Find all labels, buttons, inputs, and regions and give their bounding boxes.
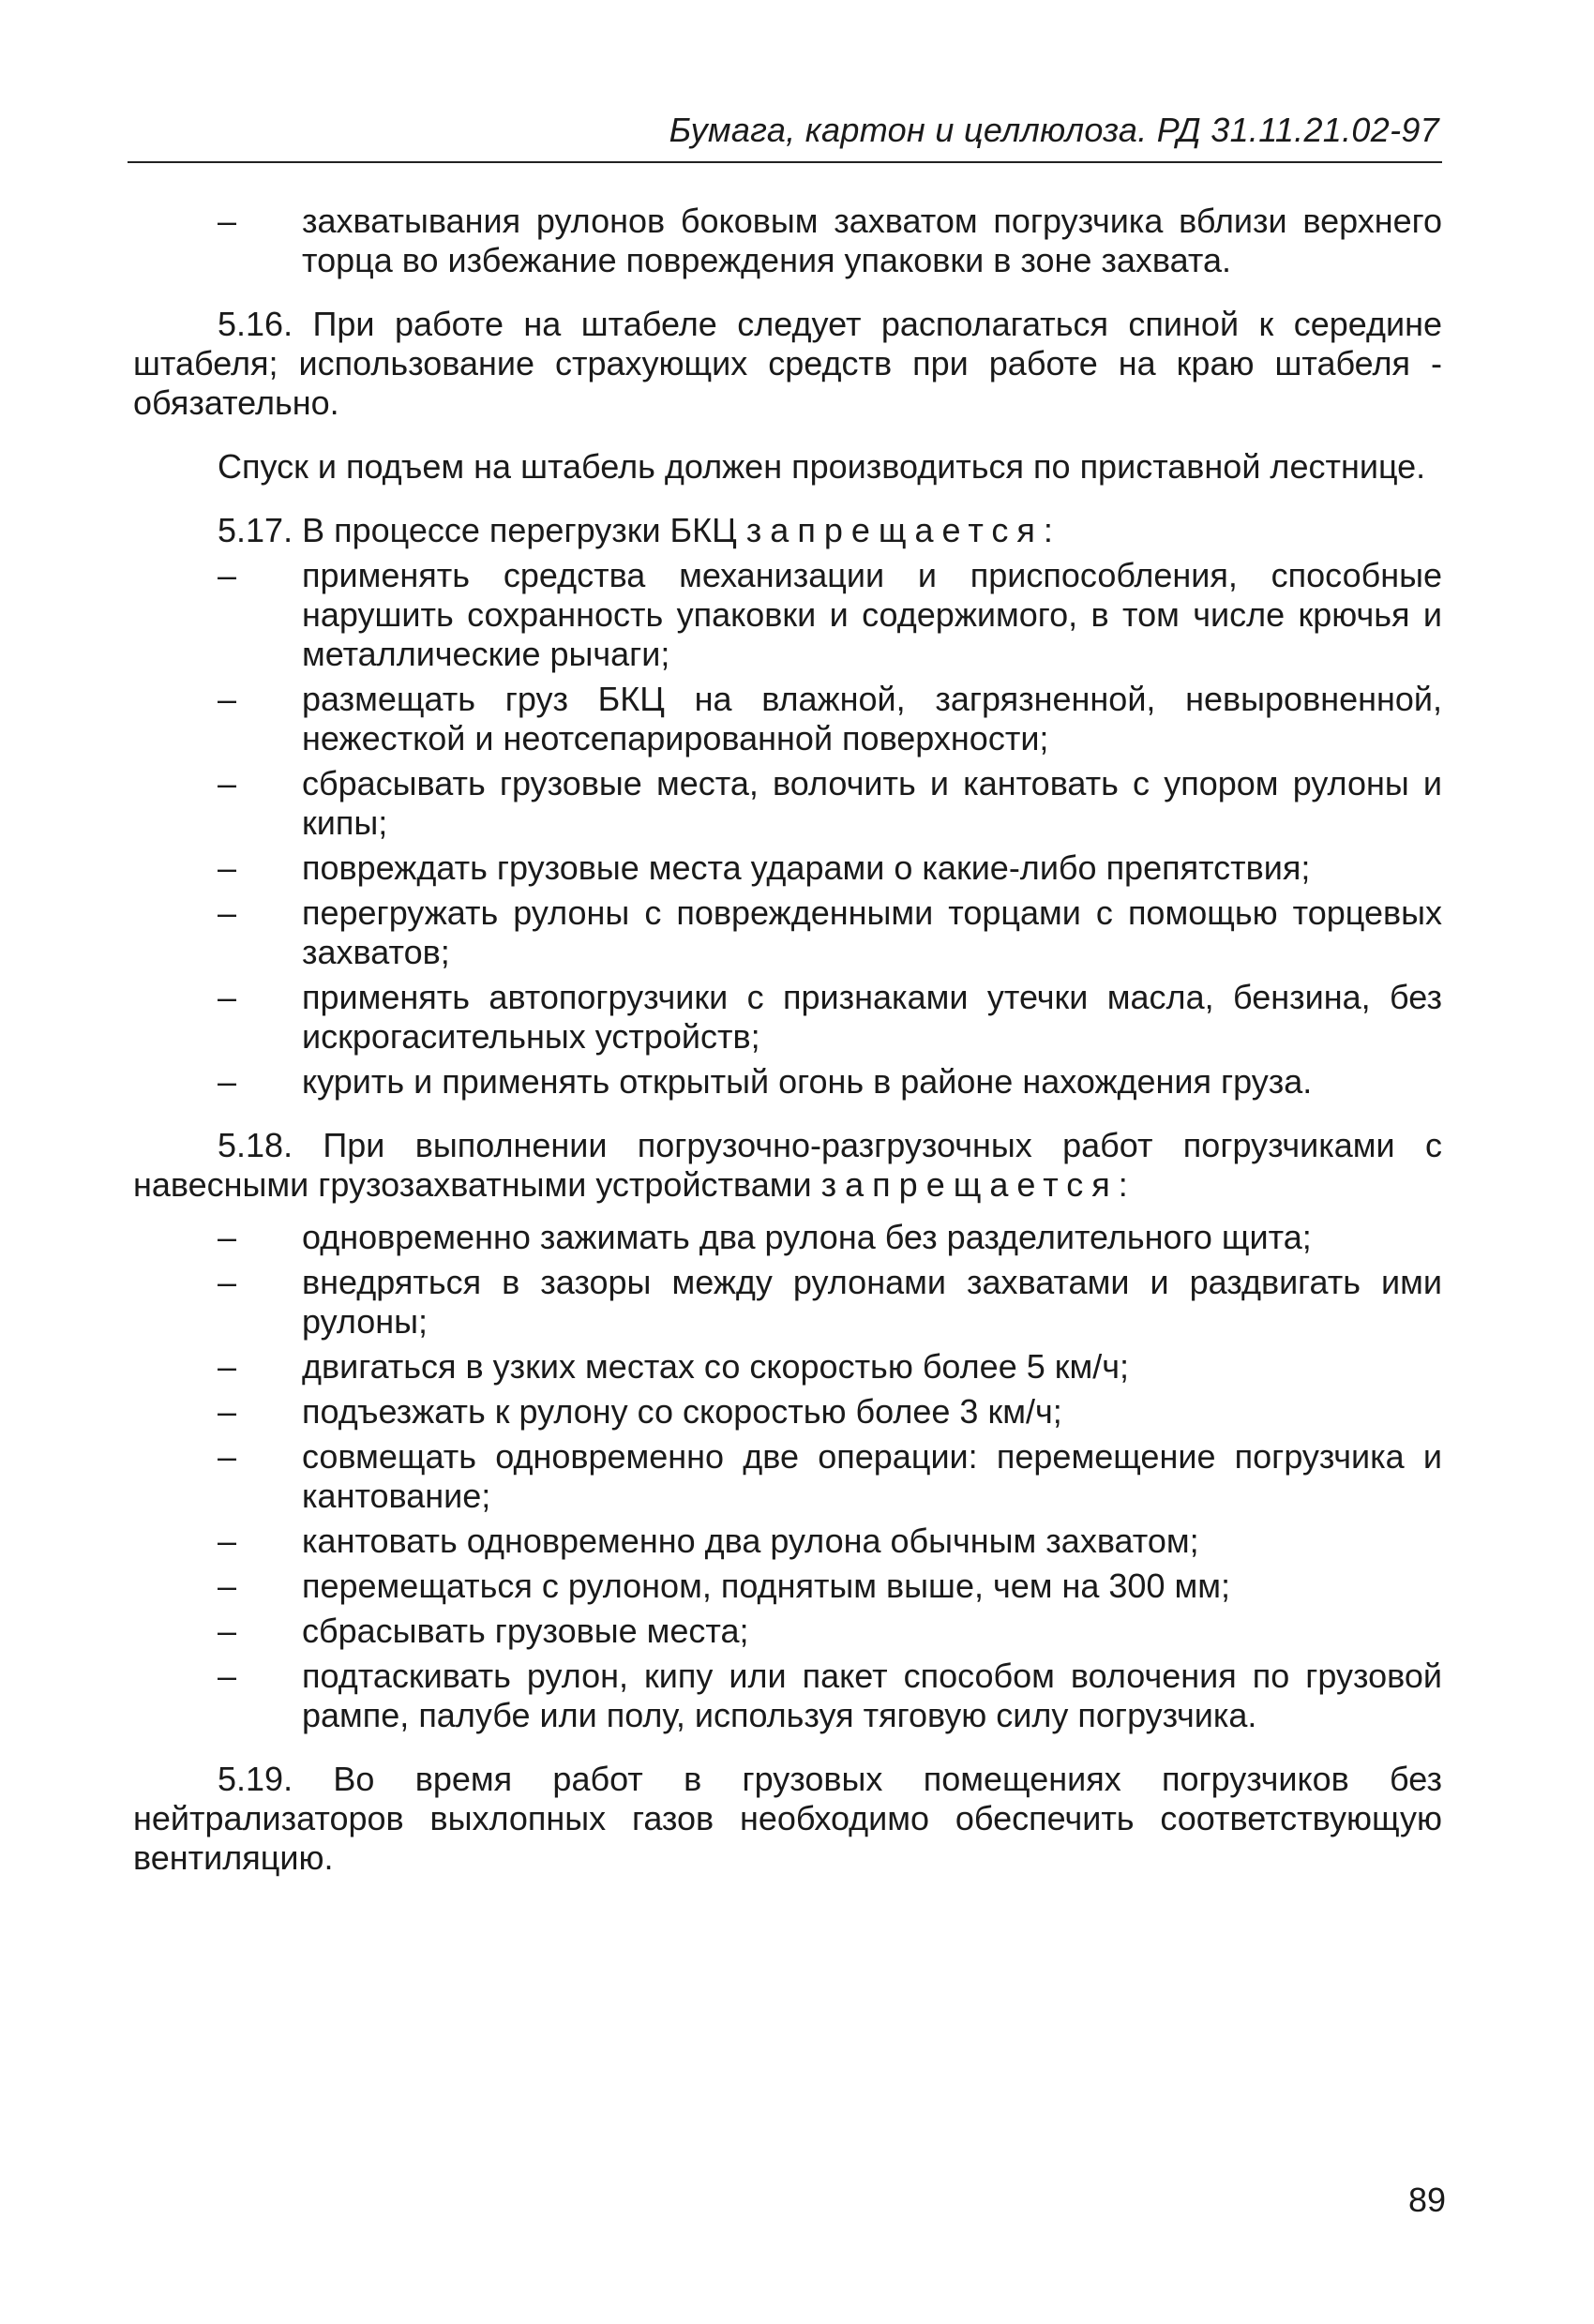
list-5-18 [133,1218,1442,1735]
list-item-text: подтаскивать рулон, кипу или пакет способом волочения по грузовой рампе, палубе или полу, используя тяговую силу погрузчика. [302,1657,1442,1734]
running-header: Бумага, картон и целлюлоза. РД 31.11.21.02-97 [669,111,1439,149]
page-number: 89 [1407,2181,1446,2219]
list-item-text: повреждать грузовые места ударами о какие-либо препятствия; [302,848,1311,887]
list-dash: – [218,1263,237,1301]
list-item-text: двигаться в узких местах со скоростью более 5 км/ч; [302,1347,1129,1386]
list-dash: – [218,1062,237,1101]
paragraph-descent: Спуск и подъем на штабель должен производиться по приставной лестнице. [218,447,1426,486]
emphasis-prohibited: запрещается [820,1165,1119,1204]
list-item-text: кантовать одновременно два рулона обычным захватом; [302,1522,1199,1560]
paragraph-lead: 5.18. При выполнении погрузочно-разгрузочных работ погрузчиками с навесными грузозахватными устройствами [133,1126,1442,1204]
list-item [133,893,1442,972]
list-dash: – [218,556,237,594]
header-rule [128,161,1442,163]
list-item [133,1612,1442,1651]
list-5-17 [133,556,1442,1102]
paragraph-5-17 [133,511,1442,550]
list-item-text: совмещать одновременно две операции: перемещение погрузчика и кантование; [302,1437,1442,1515]
list-dash: – [218,764,237,802]
list-item [133,202,1442,280]
paragraph-5-16: 5.16. При работе на штабеле следует располагаться спиной к середине штабеля; использование страхующих средств при работе на краю штабеля - обязательно. [133,305,1442,422]
list-dash: – [218,680,237,718]
list-dash: – [218,202,237,240]
list-item-text: курить и применять открытый огонь в районе нахождения груза. [302,1062,1313,1101]
list-item-text: применять автопогрузчики с признаками утечки масла, бензина, без искрогасительных устройств; [302,978,1442,1056]
list-dash: – [218,1567,237,1605]
list-item [133,1522,1442,1561]
paragraph-5-19: 5.19. Во время работ в грузовых помещениях погрузчиков без нейтрализаторов выхлопных газов необходимо обеспечить соответствующую вентиляцию. [133,1760,1442,1877]
list-dash: – [218,1392,237,1431]
list-item [133,556,1442,674]
paragraph-tail: : [1043,511,1053,549]
list-item-text: внедряться в зазоры между рулонами захватами и раздвигать ими рулоны; [302,1263,1442,1341]
list-item [133,1263,1442,1342]
list-item-text: размещать груз БКЦ на влажной, загрязненной, невыровненной, нежесткой и неотсепарированной поверхности; [302,680,1442,757]
list-item-text: сбрасывать грузовые места; [302,1612,749,1650]
list-dash: – [218,1437,237,1476]
list-dash: – [218,1522,237,1560]
list-item-text: одновременно зажимать два рулона без разделительного щита; [302,1218,1312,1256]
list-item [133,1437,1442,1516]
emphasis-prohibited: запрещается [745,511,1044,549]
list-dash: – [218,1218,237,1256]
list-item-text: сбрасывать грузовые места, волочить и кантовать с упором рулоны и кипы; [302,764,1442,842]
list-dash: – [218,978,237,1016]
paragraph-tail: : [1118,1165,1128,1204]
list-item [133,1218,1442,1257]
list-item [133,764,1442,843]
list-item [133,1062,1442,1102]
list-item-text: подъезжать к рулону со скоростью более 3 км/ч; [302,1392,1062,1431]
paragraph-5-18 [133,1126,1442,1205]
list-item-text: перегружать рулоны с поврежденными торцами с помощью торцевых захватов; [302,893,1442,971]
list-dash: – [218,1347,237,1386]
paragraph-lead: 5.17. В процессе перегрузки БКЦ [218,511,737,549]
list-item [133,1657,1442,1735]
list-item [133,848,1442,888]
list-item-text: применять средства механизации и приспособления, способные нарушить сохранность упаковки и содержимого, в том числе крючья и металлические рычаги; [302,556,1442,673]
page-content [133,202,1442,1878]
list-item [133,680,1442,758]
list-item-text: перемещаться с рулоном, поднятым выше, чем на 300 мм; [302,1567,1230,1605]
list-item [133,1567,1442,1606]
top-list [133,202,1442,280]
list-dash: – [218,1612,237,1650]
list-item [133,978,1442,1057]
list-item [133,1392,1442,1432]
list-dash: – [218,1657,237,1695]
list-dash: – [218,893,237,932]
list-item-text: захватывания рулонов боковым захватом погрузчика вблизи верхнего торца во избежание повреждения упаковки в зоне захвата. [302,202,1442,279]
list-item [133,1347,1442,1387]
list-dash: – [218,848,237,887]
